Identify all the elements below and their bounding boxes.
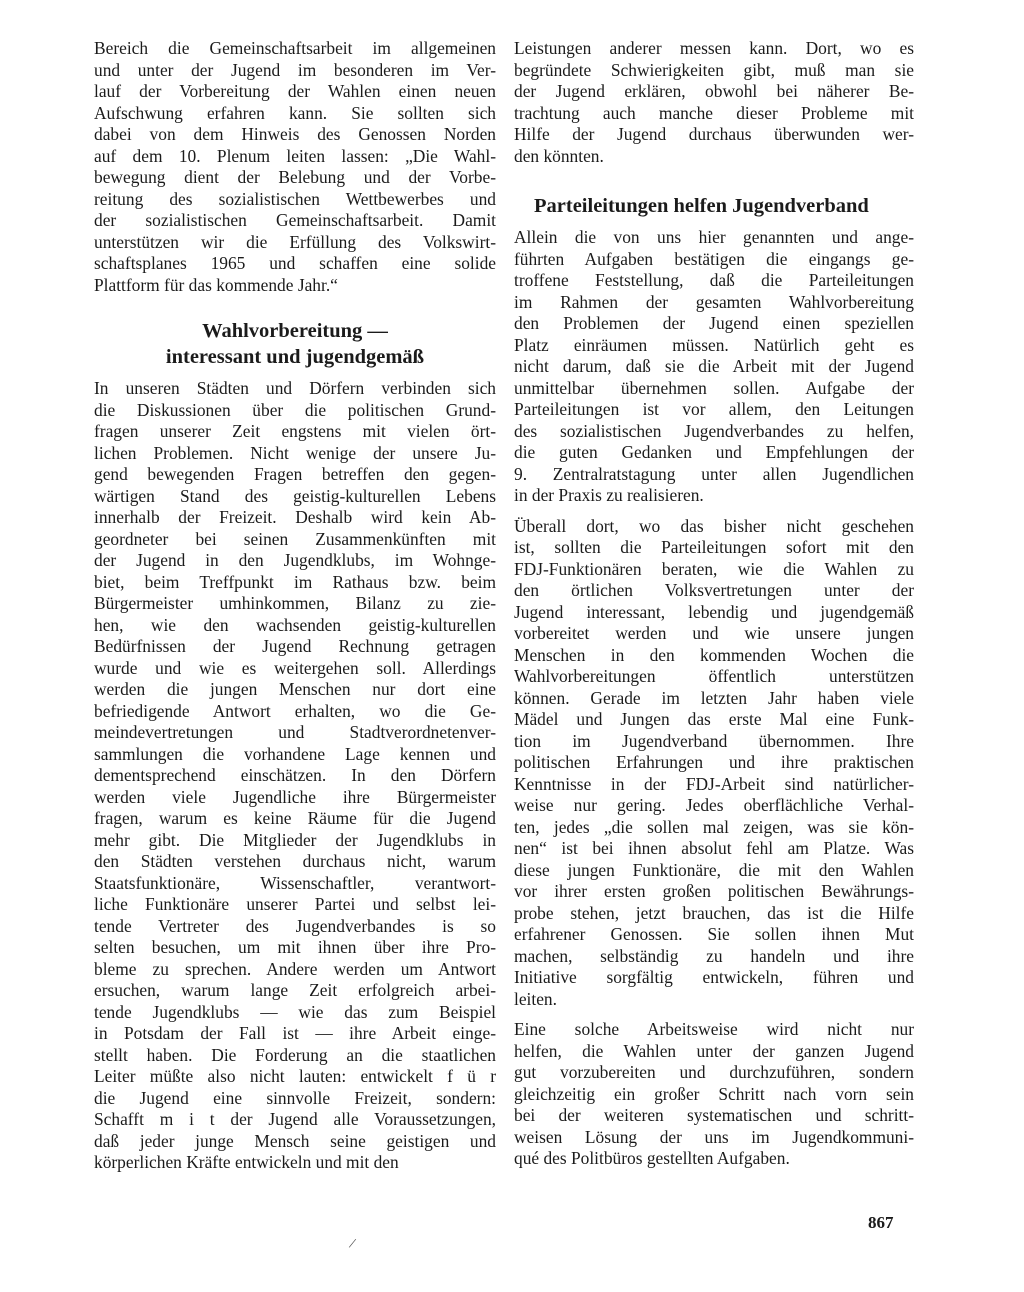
text-line: helfen, die Wahlen unter der ganzen Jugend bbox=[514, 1040, 914, 1061]
text-line: hen, wie den wachsenden geistig-kulturellen bbox=[94, 614, 496, 635]
text-line: bewegung dient der Belebung und der Vorbe- bbox=[94, 167, 496, 187]
text-line: des sozialistischen Jugendverbandes zu helfen, bbox=[514, 420, 914, 441]
text-line: Initiative sorgfältig entwickeln, führen und bbox=[514, 967, 914, 987]
text-line: bleme zu sprechen. Andere werden um Antwort bbox=[94, 958, 496, 979]
text-line: probe stehen, jetzt brauchen, das ist die Hilfe bbox=[514, 902, 914, 923]
text-line: qué des Politbüros gestellten Aufgaben. bbox=[514, 1148, 790, 1168]
text-line: nen“ ist bei ihnen absolut fehl am Platze. Was bbox=[514, 838, 914, 858]
text-line: FDJ-Funktionären beraten, wie die Wahlen zu bbox=[514, 558, 914, 579]
paragraph bbox=[514, 38, 914, 167]
text-line: unmittelbar übernehmen sollen. Aufgabe der bbox=[514, 377, 914, 398]
text-line: Kenntnisse in der FDJ-Arbeit sind natürlicher- bbox=[514, 773, 914, 794]
text-line: weise nur gering. Jedes oberflächliche Verhal- bbox=[514, 795, 914, 815]
text-line: Wahlvorbereitungen öffentlich unterstützen bbox=[514, 666, 914, 686]
text-line: in Potsdam der Fall ist — ihre Arbeit einge- bbox=[94, 1023, 496, 1043]
text-line: auf dem 10. Plenum leiten lassen: „Die Wahl- bbox=[94, 145, 496, 166]
text-line: die Diskussionen über die politischen Grund- bbox=[94, 399, 496, 420]
text-line: den Problemen der Jugend einen speziellen bbox=[514, 313, 914, 333]
text-line: Mädel und Jungen das erste Mal eine Funk- bbox=[514, 709, 914, 729]
text-line: Platz einräumen müssen. Natürlich geht es bbox=[514, 334, 914, 355]
paragraph bbox=[514, 227, 914, 507]
text-line: stellt haben. Die Forderung an die staatlichen bbox=[94, 1044, 496, 1065]
text-line: werden viele Jugendliche ihre Bürgermeister bbox=[94, 786, 496, 807]
text-line: Bedürfnissen der Jugend Rechnung getragen bbox=[94, 636, 496, 656]
text-line: dementsprechend einschätzen. In den Dörfern bbox=[94, 765, 496, 785]
text-line: im Rahmen der gesamten Wahlvorbereitung bbox=[514, 291, 914, 312]
text-line: In unseren Städten und Dörfern verbinden sich bbox=[94, 378, 496, 398]
stray-mark: / bbox=[347, 1235, 357, 1253]
text-line: liche Funktionäre unserer Partei und selbst lei- bbox=[94, 894, 496, 914]
text-line: tende Vertreter des Jugendverbandes is so bbox=[94, 915, 496, 936]
text-line: geordneter bei seinen Zusammenkünften mit bbox=[94, 528, 496, 549]
text-line: begründete Schwierigkeiten gibt, muß man sie bbox=[514, 59, 914, 80]
text-line: Hilfe der Jugend durchaus überwunden wer- bbox=[514, 124, 914, 144]
text-line: den örtlichen Volksvertretungen unter der bbox=[514, 580, 914, 600]
text-line: schaftsplanes 1965 und schaffen eine solide bbox=[94, 253, 496, 273]
text-line: trachtung auch manche dieser Probleme mit bbox=[514, 102, 914, 123]
text-line: machen, selbständig zu handeln und ihre bbox=[514, 945, 914, 966]
text-line: wurde und wie es weitergehen soll. Allerdings bbox=[94, 657, 496, 678]
text-line: befriedigende Antwort erhalten, wo die Ge- bbox=[94, 700, 496, 721]
text-line: Parteileitungen ist vor allem, den Leitungen bbox=[514, 399, 914, 419]
text-line: innerhalb der Freizeit. Deshalb wird kein Ab- bbox=[94, 507, 496, 527]
page-number: 867 bbox=[868, 1213, 894, 1232]
text-line: ersuchen, warum lange Zeit erfolgreich arbei- bbox=[94, 980, 496, 1000]
text-line: mehr gibt. Die Mitglieder der Jugendklubs in bbox=[94, 829, 496, 850]
right-column bbox=[514, 38, 914, 1170]
text-line: daß jeder junge Mensch seine geistigen und bbox=[94, 1130, 496, 1151]
text-line: fragen, warum es keine Räume für die Jugend bbox=[94, 808, 496, 828]
text-line: vor ihrer ersten großen politischen Bewährungs- bbox=[514, 881, 914, 901]
text-line: Staatsfunktionäre, Wissenschaftler, verantwort- bbox=[94, 872, 496, 893]
text-line: gend bewegenden Fragen betreffen den gegen- bbox=[94, 464, 496, 484]
text-line: führten Aufgaben bestätigen die eingangs ge- bbox=[514, 248, 914, 269]
section-heading bbox=[94, 318, 496, 370]
text-line: Leistungen anderer messen kann. Dort, wo es bbox=[514, 38, 914, 58]
paragraph bbox=[94, 38, 496, 296]
text-line: vorbereitet werden und wie unsere jungen bbox=[514, 623, 914, 643]
text-line: troffene Feststellung, daß die Parteileitungen bbox=[514, 270, 914, 290]
text-line: lichen Problemen. Nicht wenige der unsere Ju- bbox=[94, 442, 496, 463]
text-line: Überall dort, wo das bisher nicht geschehen bbox=[514, 515, 914, 536]
text-line: der Jugend in den Jugendklubs, im Wohnge- bbox=[94, 550, 496, 570]
text-line: gut vorzubereiten und durchzuführen, sondern bbox=[514, 1062, 914, 1082]
section-heading: Parteileitungen helfen Jugendverband bbox=[534, 195, 869, 217]
text-line: selten besuchen, um mit ihnen über ihre Pro- bbox=[94, 937, 496, 957]
text-line: ten, jedes „die sollen mal zeigen, was sie kön- bbox=[514, 816, 914, 837]
text-line: dabei von dem Hinweis des Genossen Norden bbox=[94, 124, 496, 144]
text-line: biet, beim Treffpunkt im Rathaus bzw. beim bbox=[94, 571, 496, 592]
text-line: die guten Gedanken und Empfehlungen der bbox=[514, 442, 914, 462]
text-line: den Städten verstehen durchaus nicht, warum bbox=[94, 851, 496, 871]
paragraph bbox=[94, 378, 496, 1174]
text-line: erfahrener Genossen. Sie sollen ihnen Mut bbox=[514, 924, 914, 944]
paragraph bbox=[514, 516, 914, 1011]
text-line: der sozialistischen Gemeinschaftsarbeit. Damit bbox=[94, 210, 496, 230]
text-line: Aufschwung erfahren kann. Sie sollten sich bbox=[94, 102, 496, 123]
text-line: Bereich die Gemeinschaftsarbeit im allgemeinen bbox=[94, 38, 496, 58]
text-line: unterstützen wir die Erfüllung des Volkswirt- bbox=[94, 231, 496, 252]
text-line: sammlungen die vorhandene Lage kennen und bbox=[94, 743, 496, 764]
text-line: politischen Erfahrungen und ihre praktischen bbox=[514, 752, 914, 772]
text-line: tende Jugendklubs — wie das zum Beispiel bbox=[94, 1001, 496, 1022]
text-line: Schafft m i t der Jugend alle Voraussetzungen, bbox=[94, 1109, 496, 1129]
text-line: 9. Zentralratstagung unter allen Jugendlichen bbox=[514, 463, 914, 484]
text-line: tion im Jugendverband übernommen. Ihre bbox=[514, 730, 914, 751]
text-line: lauf der Vorbereitung der Wahlen einen neuen bbox=[94, 81, 496, 101]
text-line: wärtigen Stand des geistig-kulturellen Lebens bbox=[94, 485, 496, 506]
text-line: Jugend interessant, lebendig und jugendgemäß bbox=[514, 601, 914, 622]
text-line: reitung des sozialistischen Wettbewerbes und bbox=[94, 188, 496, 209]
left-column bbox=[94, 38, 496, 1174]
text-line: Eine solche Arbeitsweise wird nicht nur bbox=[514, 1019, 914, 1039]
text-line: weisen Lösung der uns im Jugendkommuni- bbox=[514, 1126, 914, 1147]
text-line: fragen unserer Zeit engstens mit vielen ört- bbox=[94, 421, 496, 441]
text-line: Plattform für das kommende Jahr.“ bbox=[94, 274, 338, 295]
heading-line: interessant und jugendgemäß bbox=[165, 346, 425, 368]
text-line: die Jugend eine sinnvolle Freizeit, sondern: bbox=[94, 1087, 496, 1108]
text-line: gleichzeitig ein großer Schritt nach vorn sein bbox=[514, 1083, 914, 1104]
paragraph bbox=[514, 1019, 914, 1170]
text-line: Bürgermeister umhinkommen, Bilanz zu zie- bbox=[94, 593, 496, 613]
text-line: Allein die von uns hier genannten und ange- bbox=[514, 227, 914, 247]
text-line: Leiter müßte also nicht lauten: entwickelt f ü r bbox=[94, 1066, 496, 1086]
text-line: in der Praxis zu realisieren. bbox=[514, 485, 704, 505]
text-line: und unter der Jugend im besonderen im Ver- bbox=[94, 59, 496, 80]
text-line: den könnten. bbox=[514, 145, 604, 166]
text-line: diese jungen Funktionäre, die mit den Wahlen bbox=[514, 859, 914, 880]
text-line: ist, sollten die Parteileitungen sofort mit den bbox=[514, 537, 914, 557]
heading-line: Wahlvorbereitung — bbox=[202, 320, 388, 342]
text-line: können. Gerade im letzten Jahr haben viele bbox=[514, 687, 914, 708]
text-line: meindevertretungen und Stadtverordnetenver- bbox=[94, 722, 496, 742]
text-line: leiten. bbox=[514, 988, 557, 1009]
text-line: werden die jungen Menschen nur dort eine bbox=[94, 679, 496, 699]
text-line: bei der weiteren systematischen und schritt- bbox=[514, 1105, 914, 1125]
text-line: körperlichen Kräfte entwickeln und mit den bbox=[94, 1152, 399, 1172]
text-line: Menschen in den kommenden Wochen die bbox=[514, 644, 914, 665]
text-line: nicht darum, daß sie die Arbeit mit der Jugend bbox=[514, 356, 914, 376]
text-line: der Jugend erklären, obwohl bei näherer Be- bbox=[514, 81, 914, 101]
